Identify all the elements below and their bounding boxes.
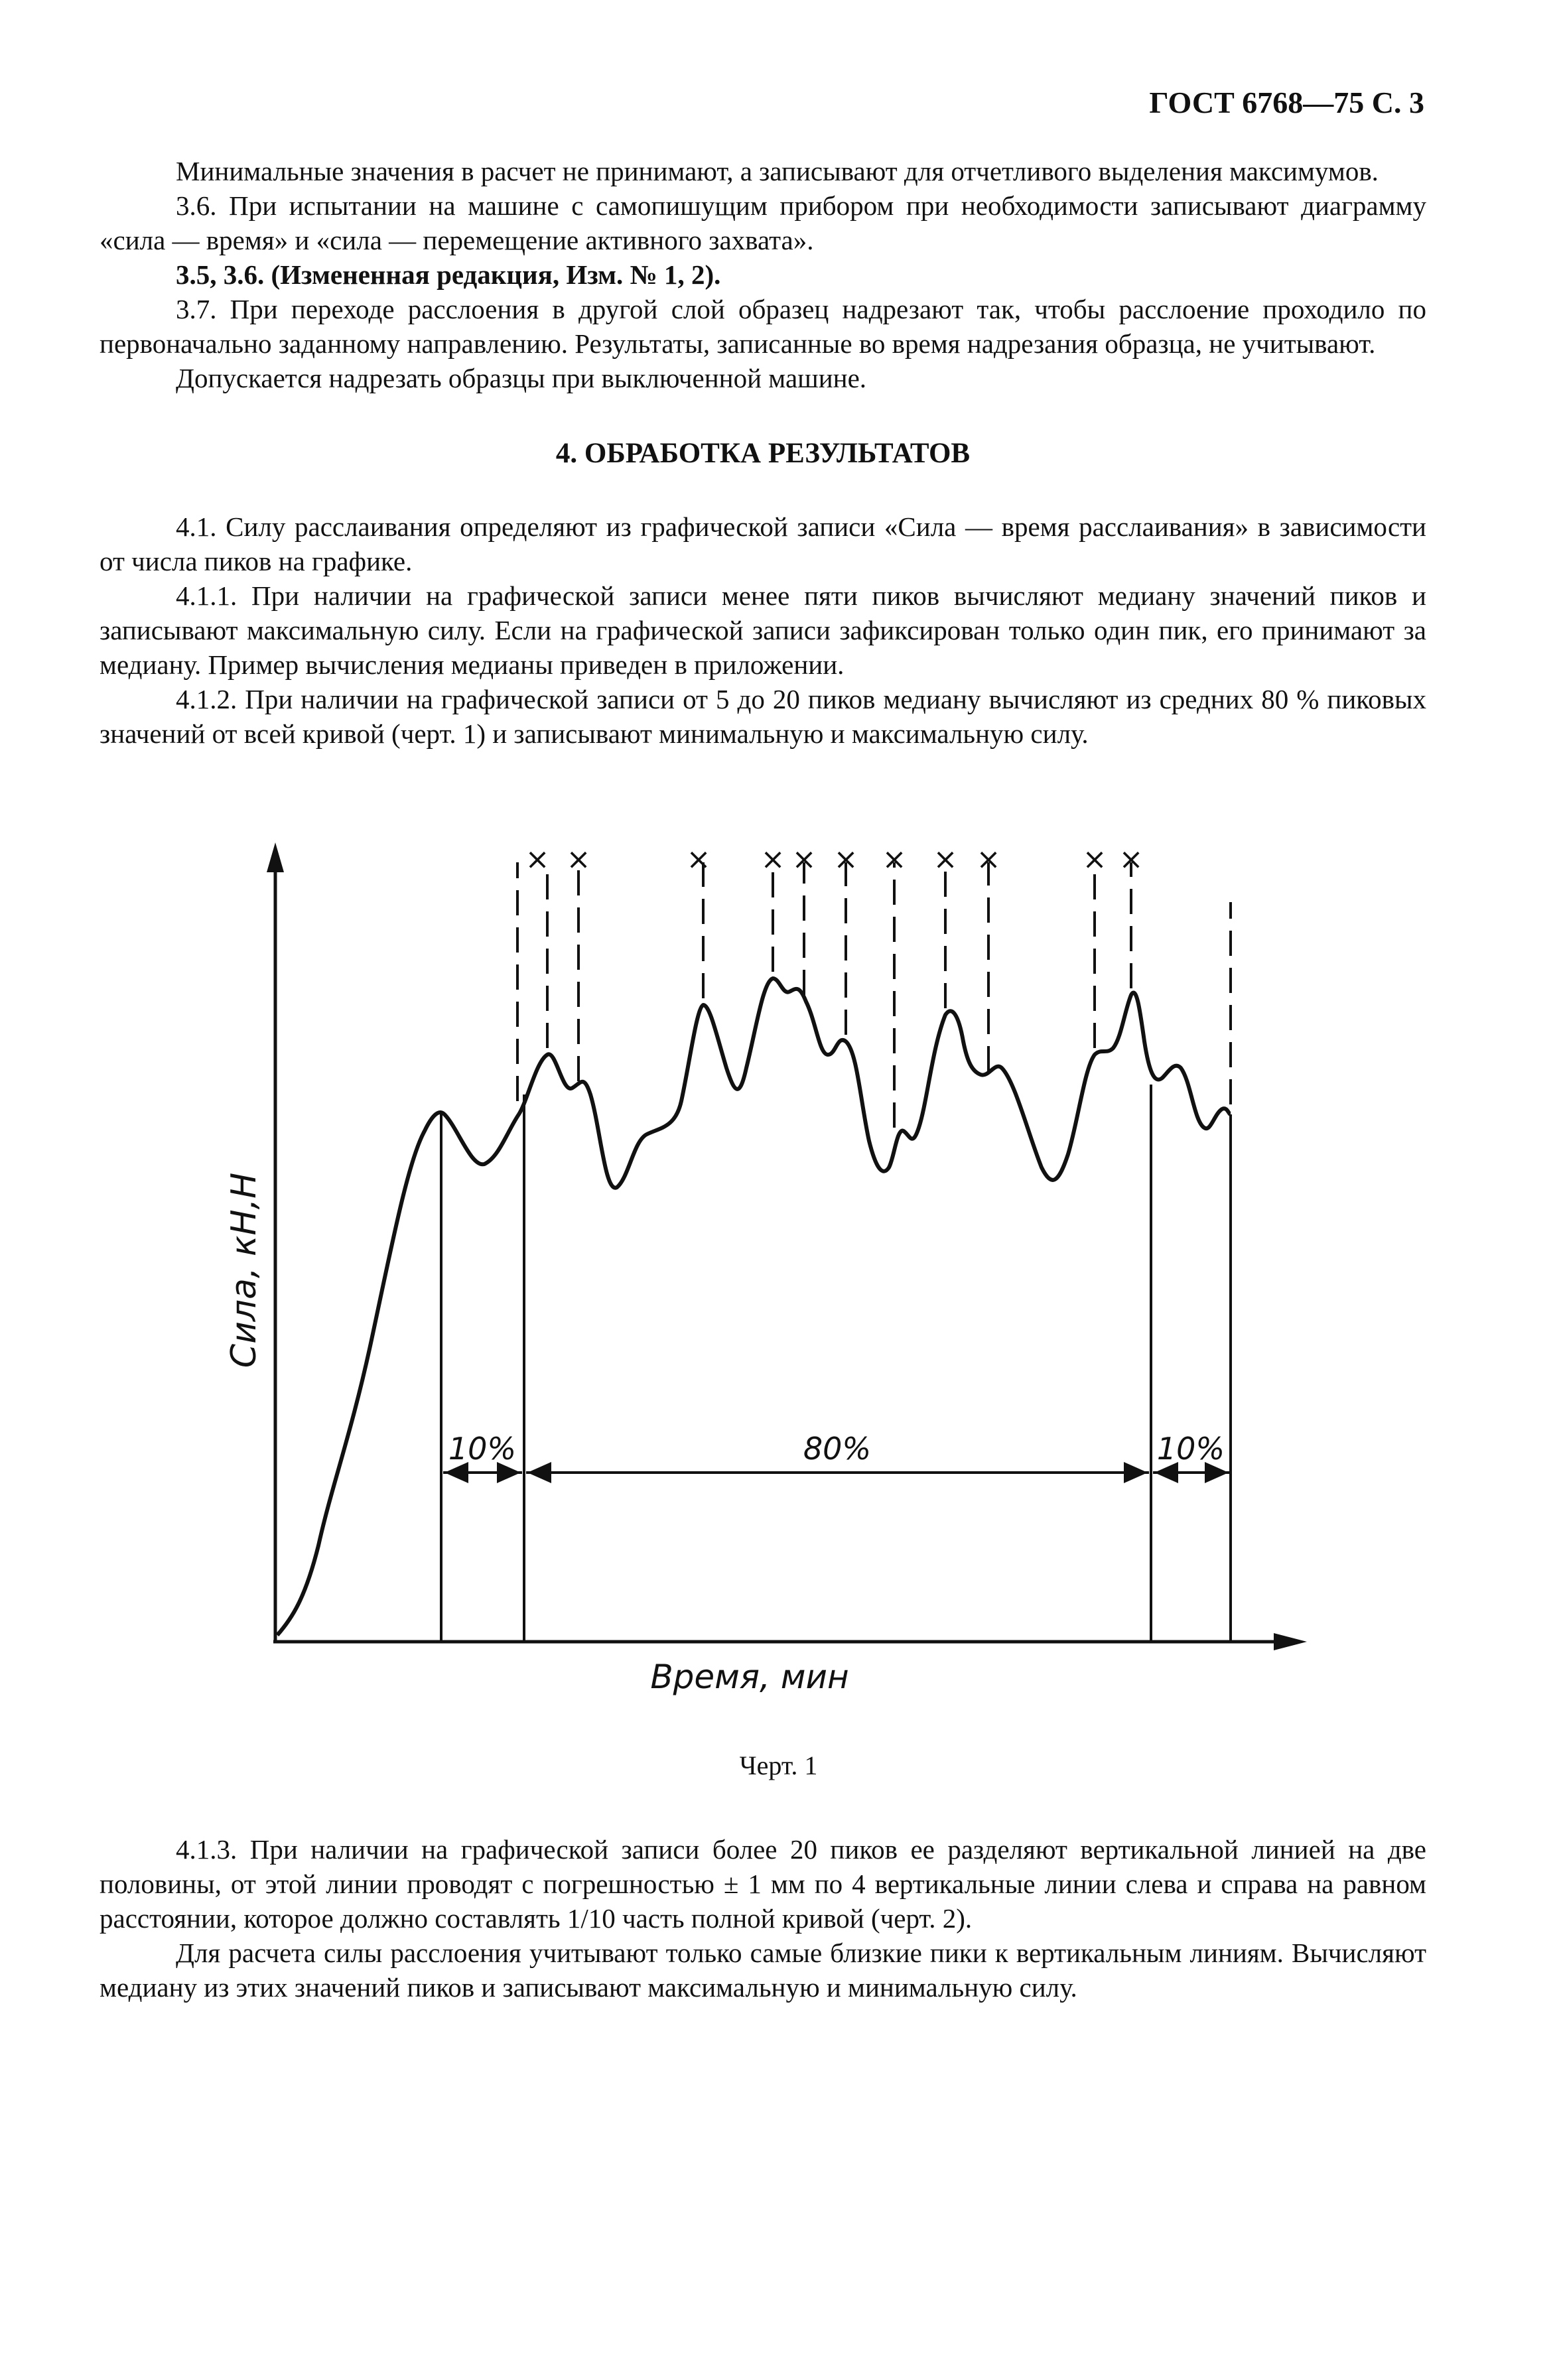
x-axis-label: Время, мин	[650, 1658, 849, 1696]
peak-marker: ×	[933, 842, 958, 876]
peak-marker: ×	[760, 842, 785, 876]
interval-label-left: 10%	[448, 1431, 517, 1467]
peak-marker: ×	[1082, 842, 1107, 876]
force-curve	[277, 978, 1231, 1635]
text-block-top	[100, 154, 1426, 751]
x-axis-arrow-icon	[1274, 1633, 1307, 1650]
peak-marker: ×	[791, 842, 817, 876]
peak-guidelines	[517, 862, 1231, 1128]
peak-marker: ×	[525, 842, 550, 876]
paragraph: 4.1.1. При наличии на графической записи менее пяти пиков вычисляют медиану значений пиков и записывают максимальную силу. Если на графической записи зафиксирован только один пик, его принимают за медиану. Пример вычисления медианы приведен в приложении.	[100, 580, 1426, 680]
y-axis-label: Сила, кН,Н	[224, 1172, 264, 1368]
paragraph: 4.1. Силу расслаивания определяют из графической записи «Сила — время расслаивания» в зависимости от числа пиков на графике.	[100, 511, 1426, 576]
text-block-bottom	[100, 1832, 1426, 2005]
section-title: 4. ОБРАБОТКА РЕЗУЛЬТАТОВ	[555, 438, 971, 469]
figure-caption: Черт. 1	[739, 1751, 818, 1780]
peak-marker: ×	[976, 842, 1001, 876]
paragraph: 3.6. При испытании на машине с самопишущим прибором при необходимости записывают диаграмму «сила — время» и «сила — перемещение активного захвата».	[100, 190, 1426, 255]
peak-marker: ×	[1118, 842, 1144, 876]
paragraph: Для расчета силы расслоения учитывают только самые близкие пики к вертикальным линиям. Вычисляют медиану из этих значений пиков и записывают максимальную и минимальную силу.	[100, 1938, 1426, 2003]
peak-marker: ×	[566, 842, 591, 876]
paragraph: Допускается надрезать образцы при выключенной машине.	[176, 363, 867, 393]
paragraph: 4.1.2. При наличии на графической записи от 5 до 20 пиков медиану вычисляют из средних 80 % пиковых значений от всей кривой (черт. 1) и записывают минимальную и максимальную силу.	[100, 684, 1426, 749]
peak-marker: ×	[882, 842, 907, 876]
page-header: ГОСТ 6768—75 С. 3	[1149, 86, 1424, 119]
interval-boundaries	[441, 1085, 1231, 1642]
peak-marker: ×	[833, 842, 858, 876]
interval-label-middle: 80%	[803, 1431, 872, 1467]
paragraph: 4.1.3. При наличии на графической записи более 20 пиков ее разделяют вертикальной линией на две половины, от этой линии проводят с погрешностью ± 1 мм по 4 вертикальные линии слева и справа на равном расстоянии, которое должно составлять 1/10 часть полной кривой (черт. 2).	[100, 1834, 1426, 1934]
y-axis-arrow-icon	[267, 842, 284, 872]
peak-marker: ×	[686, 842, 711, 876]
amendment-note: 3.5, 3.6. (Измененная редакция, Изм. № 1, 2).	[176, 259, 721, 290]
paragraph: Минимальные значения в расчет не принимают, а записывают для отчетливого выделения максимумов.	[176, 156, 1379, 186]
force-time-diagram	[0, 823, 1557, 1725]
peak-markers	[525, 842, 1144, 876]
paragraph: 3.7. При переходе расслоения в другой слой образец надрезают так, чтобы расслоение проходило по первоначально заданному направлению. Результаты, записанные во время надрезания образца, не учитывают.	[100, 294, 1426, 359]
interval-label-right: 10%	[1156, 1431, 1225, 1467]
